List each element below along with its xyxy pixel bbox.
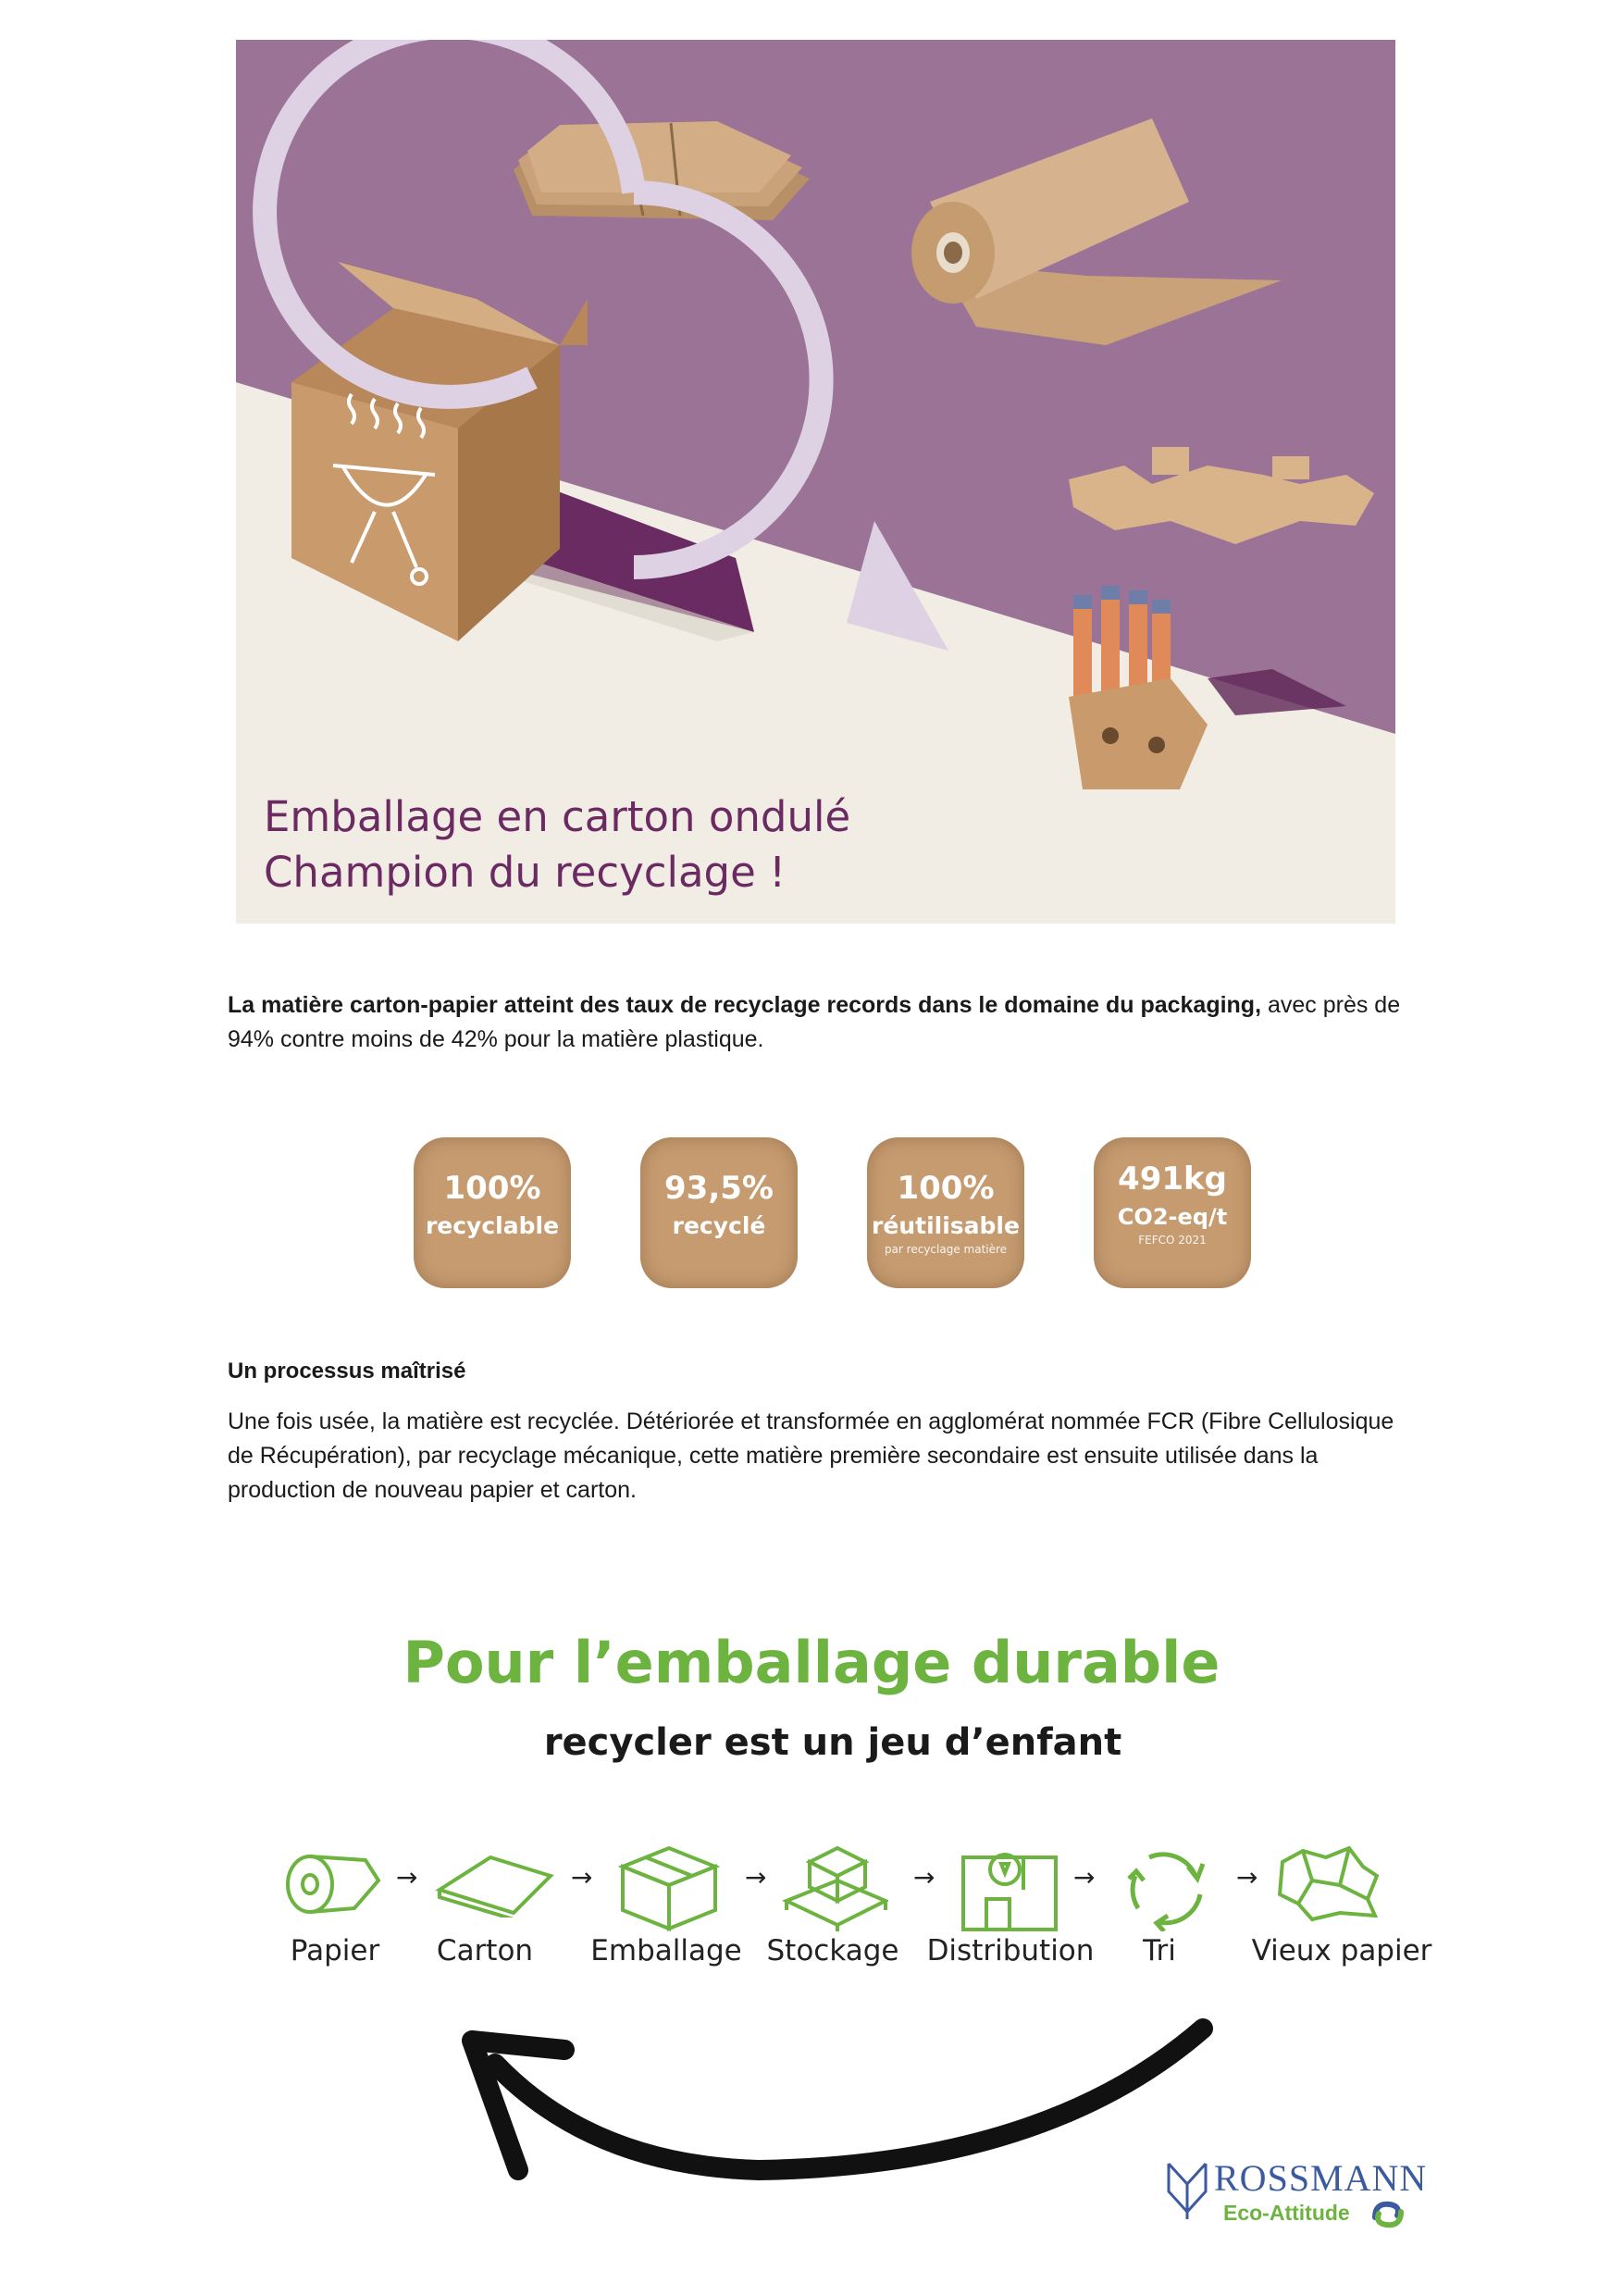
hero-title: [264, 789, 850, 900]
flow-arrow: →: [396, 1862, 418, 1893]
badge-recyclable: [414, 1137, 571, 1288]
badge-co2: [1094, 1137, 1251, 1288]
paper-roll-image: [911, 118, 1282, 345]
intro-bold-text: La matière carton-papier atteint des taux de recyclage records dans le domaine du packaging,: [228, 992, 1262, 1018]
flow-arrow: →: [1073, 1862, 1096, 1893]
eco-swirl-icon: [1369, 2199, 1406, 2230]
process-text: Une fois usée, la matière est recyclée. Détériorée et transformée en agglomérat nommée FCR (Fibre Cellulosique de Récupération), par recyclage mécanique, cette matière première secondaire est ensuite utilisée dans la production de nouveau papier et carton.: [228, 1409, 1394, 1503]
hero-image: [236, 40, 1395, 924]
process-title: Un processus maîtrisé: [228, 1359, 466, 1384]
step-label-papier: Papier: [290, 1934, 380, 1967]
crumpled-paper-icon: [1275, 1843, 1381, 1922]
hero-title-line1: Emballage en carton ondulé: [264, 792, 851, 841]
badge-label: recyclé: [672, 1212, 766, 1239]
flow-arrow: →: [1236, 1862, 1258, 1893]
rossmann-emblem-icon: [1164, 2156, 1210, 2221]
diecut-cardboard-image: [1069, 447, 1374, 544]
flow-arrow: →: [745, 1862, 767, 1893]
durable-title: Pour l’emballage durable: [403, 1629, 1220, 1696]
step-label-distribution: Distribution: [926, 1934, 1095, 1967]
hero-title-line2: Champion du recyclage !: [264, 848, 787, 897]
shop-icon: [959, 1843, 1060, 1931]
logo-subtitle: Eco-Attitude: [1223, 2201, 1350, 2225]
logo-name: ROSSMANN: [1214, 2157, 1428, 2199]
flow-arrow: →: [913, 1862, 935, 1893]
badge-note: FEFCO 2021: [1138, 1234, 1207, 1247]
durable-subtitle: recycler est un jeu d’enfant: [543, 1721, 1122, 1764]
step-label-carton: Carton: [436, 1934, 534, 1967]
step-label-emballage: Emballage: [590, 1934, 742, 1967]
badge-value: 93,5%: [664, 1170, 774, 1207]
step-label-tri: Tri: [1143, 1934, 1176, 1967]
badge-label: réutilisable: [872, 1212, 1020, 1239]
flow-arrow: →: [571, 1862, 593, 1893]
badge-note: par recyclage matière: [884, 1243, 1008, 1256]
box-icon: [618, 1843, 720, 1931]
step-label-stockage: Stockage: [766, 1934, 899, 1967]
badge-reusable: [867, 1137, 1024, 1288]
badge-value: 100%: [443, 1170, 541, 1207]
pallet-icon: [782, 1843, 888, 1931]
cardboard-sheet-icon: [435, 1843, 555, 1917]
badge-recycled: [640, 1137, 798, 1288]
badge-label: CO2-eq/t: [1117, 1204, 1228, 1230]
return-arrow-icon: [453, 2008, 1221, 2230]
rossmann-logo: [1164, 2156, 1428, 2240]
badge-value: 100%: [897, 1170, 995, 1207]
paper-roll-icon: [282, 1843, 386, 1917]
badge-label: recyclable: [425, 1212, 560, 1239]
step-label-vieux-papier: Vieux papier: [1251, 1934, 1432, 1967]
intro-text: avec près de 94% contre moins de 42% pour la matière plastique.: [228, 992, 1401, 1052]
intro-paragraph: [228, 988, 1403, 1057]
badge-value: 491kg: [1118, 1160, 1227, 1198]
recycle-icon: [1121, 1843, 1209, 1931]
